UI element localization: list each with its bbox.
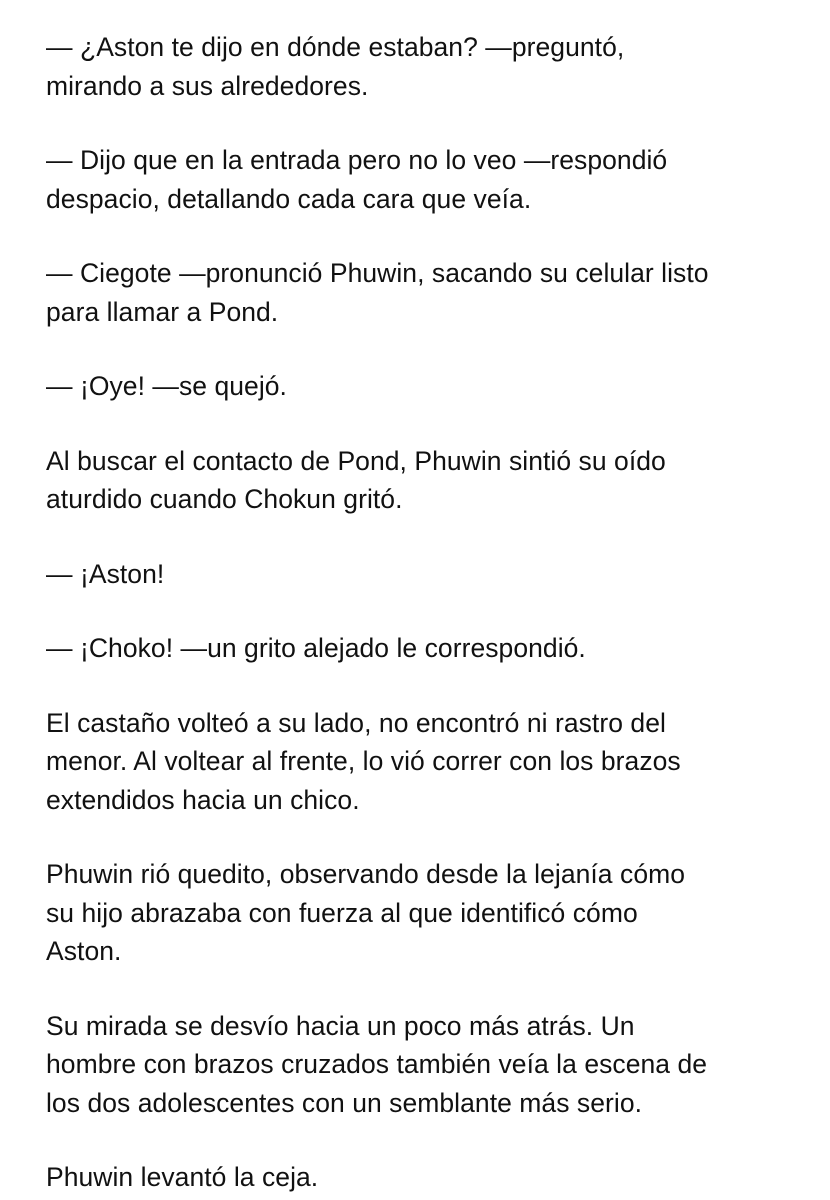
paragraph-3: — Ciegote —pronunció Phuwin, sacando su celular listo para llamar a Pond. xyxy=(46,258,709,327)
paragraph-6: — ¡Aston! xyxy=(46,558,165,589)
paragraph-7: — ¡Choko! —un grito alejado le correspondió. xyxy=(46,633,586,663)
paragraph-4: — ¡Oye! —se quejó. xyxy=(46,371,287,401)
paragraph-1: — ¿Aston te dijo en dónde estaban? —preguntó, mirando a sus alrededores. xyxy=(46,32,625,101)
paragraph-10: Su mirada se desvío hacia un poco más atrás. Un hombre con brazos cruzados también veía la escena de los dos adolescentes con un semblante más serio. xyxy=(46,1010,708,1118)
paragraph-2: — Dijo que en la entrada pero no lo veo —respondió despacio, detallando cada cara que veía. xyxy=(46,145,668,214)
paragraph-8: El castaño volteó a su lado, no encontró ni rastro del menor. Al voltear al frente, lo vió correr con los brazos extendidos hacia un chico. xyxy=(46,707,681,815)
paragraph-11: Phuwin levantó la ceja. xyxy=(46,1162,319,1192)
paragraph-9: Phuwin rió quedito, observando desde la lejanía cómo su hijo abrazaba con fuerza al que identificó cómo Aston. xyxy=(46,859,686,966)
paragraph-5: Al buscar el contacto de Pond, Phuwin sintió su oído aturdido cuando Chokun gritó. xyxy=(46,445,666,514)
